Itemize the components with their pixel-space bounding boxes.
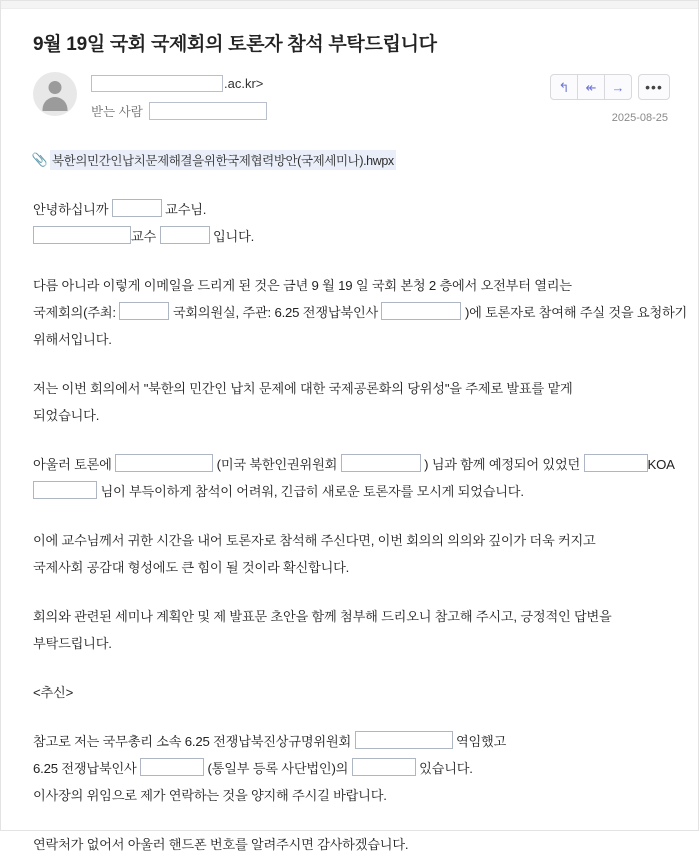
body-paragraph [33,272,688,353]
email-header [29,70,670,126]
body-text: 교수 [131,229,160,244]
body-line [33,326,670,353]
body-text: 회의와 관련된 세미나 계획안 및 제 발표문 초안을 함께 첨부해 드리오니 참고해 주시고, 긍정적인 답변을 [33,609,612,624]
body-text: 국회의원실, 주관: 6.25 전쟁납북인사 [169,305,382,320]
body-text: 6.25 전쟁납북인사 [33,761,141,776]
body-text: 안녕하십니까 [33,202,112,217]
redaction-box [119,302,169,320]
body-text: 교수님. [161,202,207,217]
body-text: 아울러 토론에 [33,457,116,472]
body-text: 이사장의 위임으로 제가 연락하는 것을 양지해 주시길 바랍니다. [33,788,387,803]
body-text: 국제사회 공감대 형성에도 큰 힘이 될 것이라 확신합니다. [33,560,350,575]
body-text: KOA [647,457,675,472]
body-line [33,272,670,299]
body-text: 있습니다. [415,761,473,776]
body-line [33,630,670,657]
sender-address-redaction [91,75,223,92]
redaction-box [352,758,416,776]
forward-icon: → [611,79,625,95]
body-text: 되었습니다. [33,408,100,423]
body-line [33,603,670,630]
email-subject: 9월 19일 국회 국제회의 토론자 참석 부탁드립니다 [33,34,437,55]
redaction-box [381,302,461,320]
avatar [33,72,77,116]
email-body [33,196,688,858]
redaction-box [115,454,213,472]
body-line [33,527,670,554]
redaction-box [33,226,131,244]
body-line [33,679,670,706]
paperclip-icon: 📎 [31,152,49,167]
body-text: 입니다. [209,229,255,244]
body-text: <추신> [33,685,74,700]
recipient-line [91,102,267,120]
body-paragraph [33,603,670,657]
body-text: 저는 이번 회의에서 "북한의 민간인 납치 문제에 대한 국제공론화의 당위성"을 주제로 발표를 맡게 [33,381,573,396]
attachment-item[interactable] [33,150,670,170]
body-line [33,755,670,782]
body-paragraph [33,196,670,250]
body-text: 위해서입니다. [33,332,112,347]
body-line [33,554,670,581]
body-text: 이에 교수님께서 귀한 시간을 내어 토론자로 참석해 주신다면, 이번 회의의 의의와 깊이가 더욱 커지고 [33,533,596,548]
reply-button[interactable] [550,74,578,100]
redaction-box [160,226,210,244]
body-paragraph [33,728,670,809]
forward-button[interactable] [605,74,632,100]
body-text: 연락처가 없어서 아울러 핸드폰 번호를 알려주시면 감사하겠습니다. [33,837,409,852]
email-date: 2025-08-25 [611,112,668,124]
recipient-label: 받는 사람 [91,105,143,119]
body-text: 참고로 저는 국무총리 소속 6.25 전쟁납북진상규명위원회 [33,734,355,749]
body-paragraph [33,831,670,858]
body-text: ) 님과 함께 예정되어 있었던 [420,457,584,472]
sender-line [91,74,267,92]
body-line [33,451,675,478]
body-text: 부탁드립니다. [33,636,112,651]
body-text: (통일부 등록 사단법인)의 [204,761,352,776]
body-text: 역임했고 [452,734,507,749]
body-text: 님이 부득이하게 참석이 어려워, 긴급히 새로운 토론자를 모시게 되었습니다. [97,484,524,499]
body-paragraph [33,679,670,706]
action-buttons [550,74,670,100]
more-options-button[interactable] [638,74,670,100]
body-text: (미국 북한인권위원회 [213,457,341,472]
body-line [33,728,670,755]
body-line [33,196,670,223]
redaction-box [355,731,453,749]
body-line [33,223,670,250]
body-text: 다름 아니라 이렇게 이메일을 드리게 된 것은 금년 9 월 19 일 국회 본청 2 층에서 오전부터 열리는 [33,278,572,293]
body-line [33,478,670,505]
email-content [1,29,698,858]
sender-domain: .ac.kr> [224,75,264,91]
redaction-box [33,481,97,499]
body-line [33,402,670,429]
window-topbar [1,1,698,9]
redaction-box [112,199,162,217]
body-line [33,299,688,326]
body-line [33,782,670,809]
reply-all-icon: ↞ [585,79,597,95]
attachment-filename[interactable]: 북한의민간인납치문제해결을위한국제협력방안(국제세미나).hwpx [50,150,396,170]
redaction-box [584,454,648,472]
redaction-box [341,454,421,472]
redaction-box [140,758,204,776]
reply-all-button[interactable] [578,74,605,100]
body-line [33,831,670,858]
body-paragraph [33,451,675,505]
recipient-address-redaction [149,102,267,120]
body-paragraph [33,527,670,581]
reply-icon: ↰ [558,79,570,95]
ellipsis-icon: ••• [645,79,663,95]
header-text [91,70,267,120]
body-text: 국제회의(주최: [33,305,120,320]
body-line [33,375,670,402]
body-text: )에 토론자로 참여해 주실 것을 요청하기 [461,305,688,320]
body-paragraph [33,375,670,429]
